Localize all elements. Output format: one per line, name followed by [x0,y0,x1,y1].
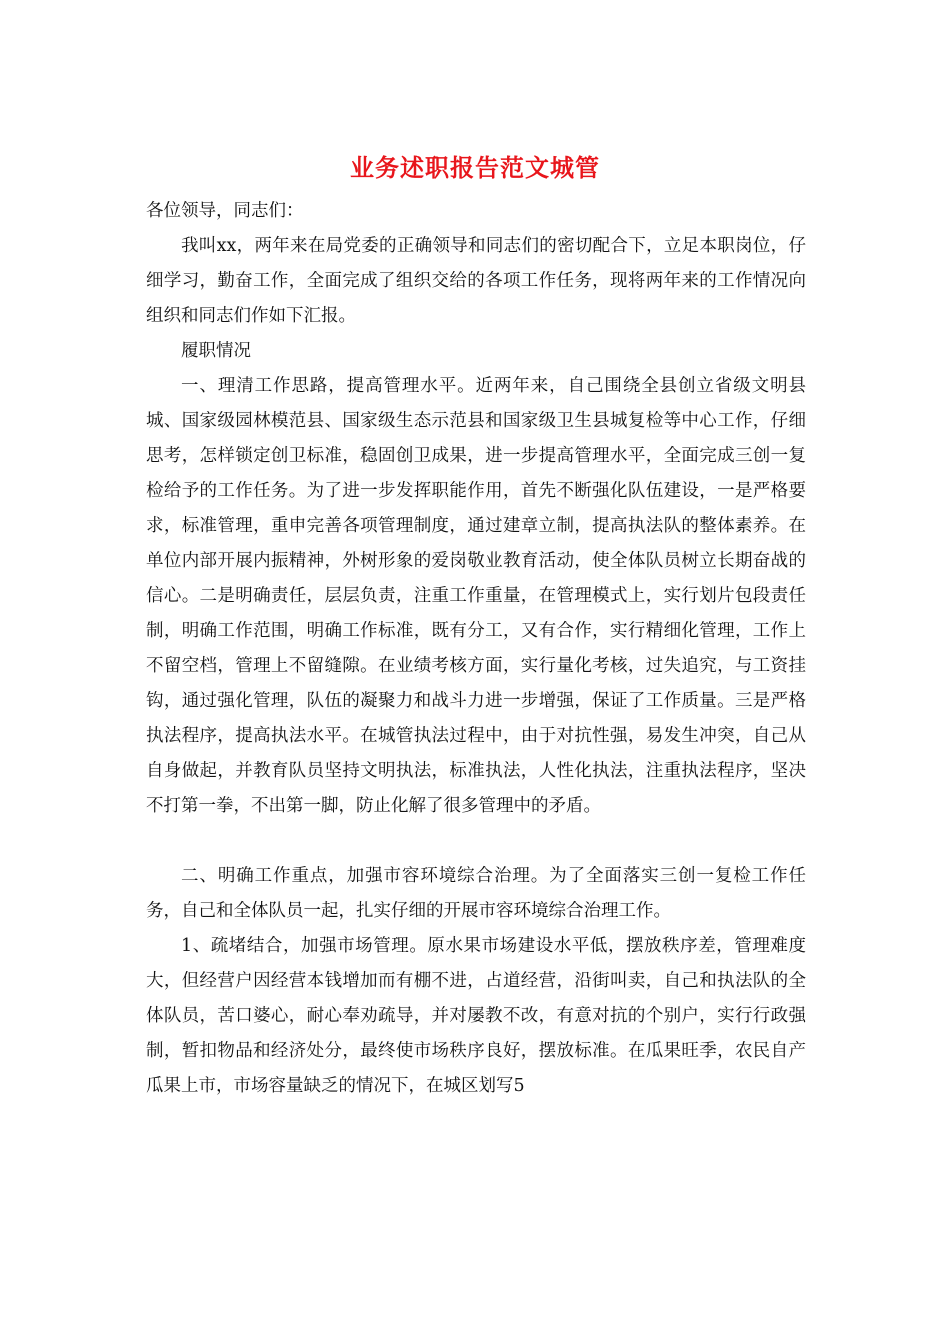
document-body [146,194,806,1104]
paragraph-section-one: 一、理清工作思路，提高管理水平。近两年来，自己围绕全县创立省级文明县城、国家级园林模范县、国家级生态示范县和国家级卫生县城复检等中心工作，仔细思考，怎样锁定创卫标准，稳固创卫成果，进一步提高管理水平，全面完成三创一复检给予的工作任务。为了进一步发挥职能作用，首先不断强化队伍建设，一是严格要求，标准管理，重申完善各项管理制度，通过建章立制，提高执法队的整体素养。在单位内部开展内振精神，外树形象的爱岗敬业教育活动，使全体队员树立长期奋战的信心。二是明确责任，层层负责，注重工作重量，在管理模式上，实行划片包段责任制，明确工作范围，明确工作标准，既有分工，又有合作，实行精细化管理，工作上不留空档，管理上不留缝隙。在业绩考核方面，实行量化考核，过失追究，与工资挂钩，通过强化管理，队伍的凝聚力和战斗力进一步增强，保证了工作质量。三是严格执法程序，提高执法水平。在城管执法过程中，由于对抗性强，易发生冲突，自己从自身做起，并教育队员坚持文明执法，标准执法，人性化执法，注重执法程序，坚决不打第一拳，不出第一脚，防止化解了很多管理中的矛盾。 [146,376,806,816]
document-title: 业务述职报告范文城管 [350,153,600,182]
paragraph-intro: 我叫xx，两年来在局党委的正确领导和同志们的密切配合下，立足本职岗位，仔细学习，勤奋工作，全面完成了组织交给的各项工作任务，现将两年来的工作情况向组织和同志们作如下汇报。 [146,236,806,326]
paragraph-section-two: 二、明确工作重点，加强市容环境综合治理。为了全面落实三创一复检工作任务，自己和全体队员一起，扎实仔细的开展市容环境综合治理工作。 [146,866,806,921]
section-heading: 履职情况 [181,341,251,361]
salutation: 各位领导，同志们： [146,201,304,221]
paragraph-item-one: 1、疏堵结合，加强市场管理。原水果市场建设水平低，摆放秩序差，管理难度大，但经营户因经营本钱增加而有棚不进，占道经营，沿街叫卖，自己和执法队的全体队员，苦口婆心，耐心奉劝疏导，并对屡教不改，有意对抗的个别户，实行行政强制，暂扣物品和经济处分，最终使市场秩序良好，摆放标准。在瓜果旺季，农民自产瓜果上市，市场容量缺乏的情况下，在城区划写5 [146,936,806,1096]
